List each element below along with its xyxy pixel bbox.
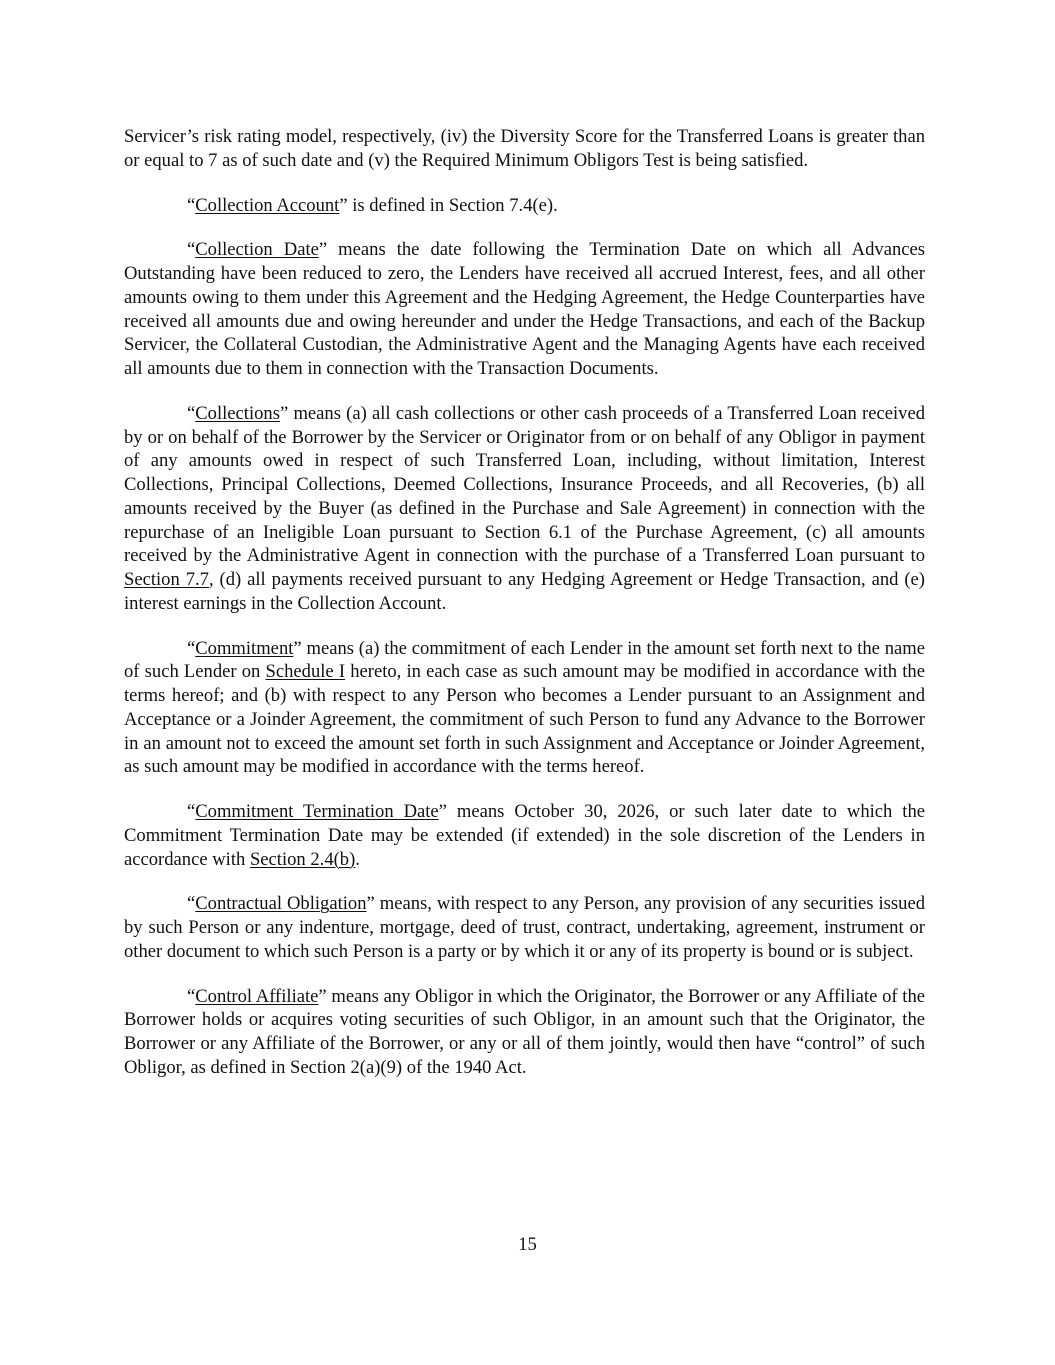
definition-text: hereto, in each case as such amount may be modified in accordance with the terms hereof; and (b) with respect to any Person who becomes a Lender pursuant to an Assignment and Acceptance or a Joinder Agreement, the commitment of such Person to fund any Advance to the Borrower in an amount not to exceed the amount set forth in such Assignment and Acceptance or Joinder Agreement, as such amount may be modified in accordance with the terms hereof. [124,661,925,778]
open-quote: “ [187,194,196,216]
paragraph-continuation [124,125,925,173]
definition-contractual-obligation [124,892,925,963]
definition-commitment [124,637,925,780]
definition-text: means, with respect to any Person, any provision of any securities issued by such Person or any indenture, mortgage, deed of trust, contract, undertaking, agreement, instrument or other document to which such Person is a party or by which it or any of its property is bound or is subject. [124,893,925,962]
definition-text: means any Obligor in which the Originator, the Borrower or any Affiliate of the Borrower holds or acquires voting securities of such Obligor, in an amount such that the Originator, the Borrower or any Affiliate of the Borrower, or any or all of them jointly, would then have “control” of such Obligor, as defined in Section 2(a)(9) of the 1940 Act. [124,985,925,1078]
definition-text: means (a) the commitment of each Lender in the amount set forth next to the name of such Lender on [124,637,925,683]
defined-term: Commitment Termination Date [195,801,439,822]
definition-collection-date [124,238,925,381]
definition-text: means the date following the Termination Date on which all Advances Outstanding have been reduced to zero, the Lenders have received all accrued Interest, fees, and all other amounts owing to them under this Agreement and the Hedging Agreement, the Hedge Counterparties have received all amounts due and owing hereunder and under the Hedge Transactions, and each of the Backup Servicer, the Collateral Custodian, the Administrative Agent and the Managing Agents have each received all amounts due to them in connection with the Transaction Documents. [124,239,925,379]
open-quote: “ [187,985,196,1007]
document-page [124,125,925,1101]
open-quote: “ [187,637,196,659]
close-quote: ” [279,402,289,424]
close-quote: ” [318,985,327,1007]
defined-term: Commitment [195,637,294,659]
close-quote: ” [438,801,447,822]
schedule-reference: Schedule I [265,661,346,683]
definition-text: is defined in Section 7.4(e). [347,194,558,216]
open-quote: “ [187,893,196,915]
open-quote: “ [187,239,196,261]
defined-term: Collections [195,402,280,424]
definition-text: . [355,848,360,870]
definition-commitment-termination-date [124,800,925,871]
definition-text: means (a) all cash collections or other cash proceeds of a Transferred Loan received by or on behalf of the Borrower by the Servicer or Originator from or on behalf of any Obligor in payment of any amounts owed in respect of such Transferred Loan, including, without limitation, Interest Collections, Principal Collections, Deemed Collections, Insurance Proceeds, and all Recoveries, (b) all amounts received by the Buyer (as defined in the Purchase and Sale Agreement) in connection with the repurchase of an Ineligible Loan pursuant to Section 6.1 of the Purchase Agreement, (c) all amounts received by the Administrative Agent in connection with the purchase of a Transferred Loan pursuant to [124,402,925,567]
defined-term: Contractual Obligation [195,893,367,915]
definition-text: means October 30, 2026, or such later date to which the Commitment Termination Date may be extended (if extended) in the sole discretion of the Lenders in accordance with [124,801,925,870]
defined-term: Collection Account [195,194,340,216]
definition-collections [124,402,925,616]
section-reference: Section 2.4(b) [249,848,356,870]
section-reference: Section 7.7 [124,569,209,590]
definition-control-affiliate [124,985,925,1080]
definition-collection-account [124,194,925,218]
open-quote: “ [187,801,196,822]
page-number: 15 [518,1234,537,1255]
paragraph-text: Servicer’s risk rating model, respectively, (iv) the Diversity Score for the Transferred Loans is greater than or equal to 7 as of such date and (v) the Required Minimum Obligors Test is being satisfied. [124,126,925,171]
close-quote: ” [318,239,328,261]
defined-term: Collection Date [195,239,319,261]
close-quote: ” [339,194,348,216]
close-quote: ” [293,637,302,659]
definition-text: , (d) all payments received pursuant to any Hedging Agreement or Hedge Transaction, and (e) interest earnings in the Collection Account. [124,569,925,614]
close-quote: ” [366,893,375,915]
open-quote: “ [187,402,196,424]
defined-term: Control Affiliate [195,985,319,1007]
